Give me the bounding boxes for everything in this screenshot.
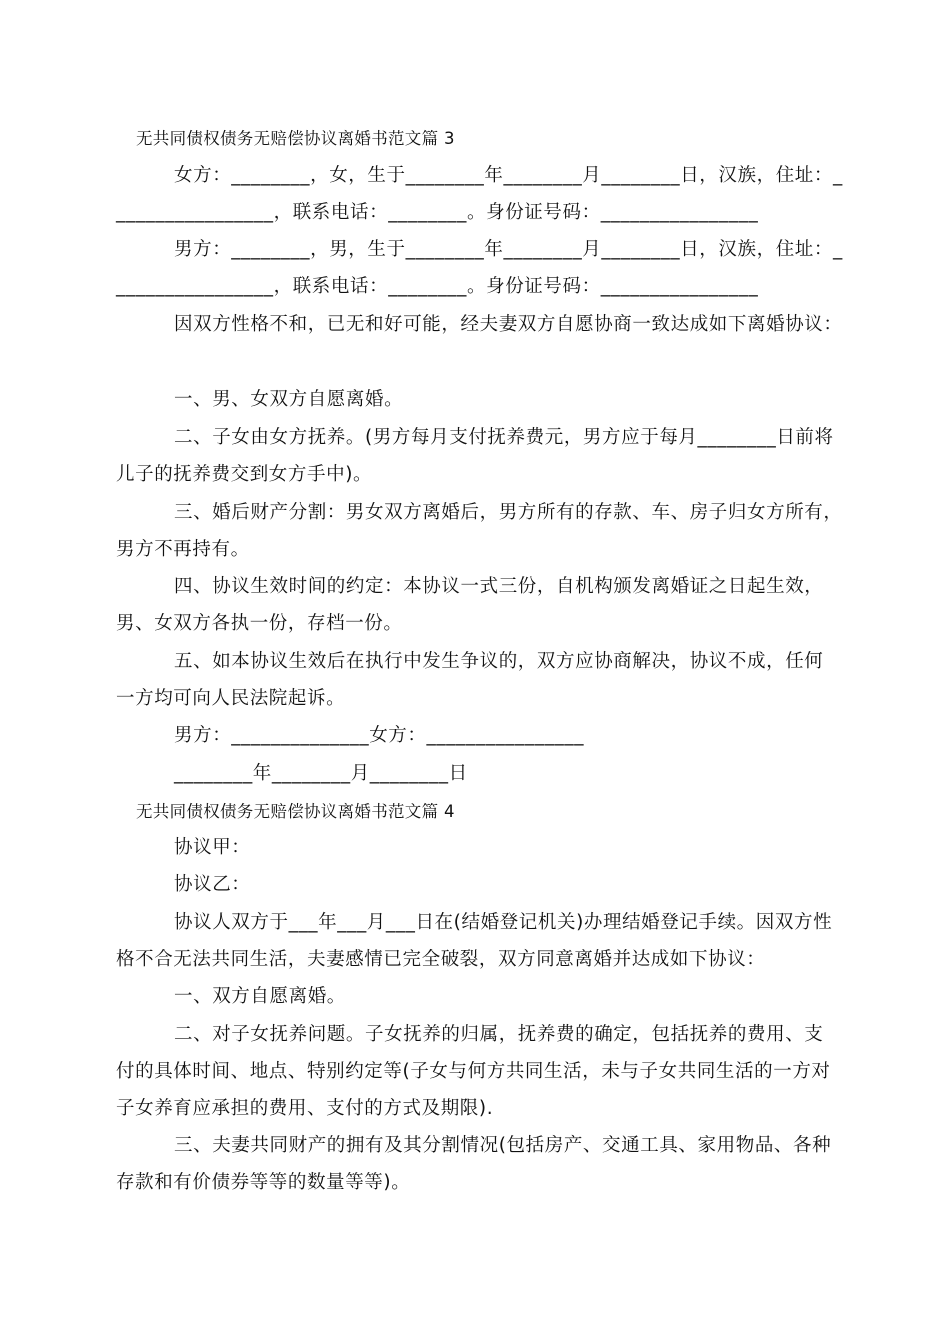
section-4-title: 无共同债权债务无赔偿协议离婚书范文篇 4 (136, 802, 455, 821)
party-a-label: 协议甲： (174, 837, 251, 858)
section-3-title: 无共同债权债务无赔偿协议离婚书范文篇 3 (136, 129, 455, 148)
agreement-intro: 因双方性格不和，已无和好可能，经夫妻双方自愿协商一致达成如下离婚协议： (174, 314, 843, 335)
clause-3-line-2: 男方不再持有。 (116, 539, 250, 560)
clause-4-line-1: 四、协议生效时间的约定：本协议一式三份，自机构颁发离婚证之日起生效， (174, 576, 824, 597)
date-line: ________年________月________日 (174, 763, 468, 784)
woman-info-line-2: ________________，联系电话：________。身份证号码：________________ (116, 202, 759, 223)
man-info-line-2: ________________，联系电话：________。身份证号码：________________ (116, 276, 759, 297)
s4-clause-3-line-1: 三、夫妻共同财产的拥有及其分割情况(包括房产、交通工具、家用物品、各种 (174, 1135, 832, 1156)
man-info-line-1: 男方：________，男，生于________年________月________日，汉族，住址：_ (174, 239, 843, 260)
clause-2-line-2: 儿子的抚养费交到女方手中)。 (116, 464, 373, 485)
clause-5-line-1: 五、如本协议生效后在执行中发生争议的，双方应协商解决，协议不成，任何 (174, 651, 824, 672)
clause-1: 一、男、女双方自愿离婚。 (174, 389, 404, 410)
s4-clause-2-line-1: 二、对子女抚养问题。子女抚养的归属，抚养费的确定，包括抚养的费用、支 (174, 1024, 824, 1045)
clause-4-line-2: 男、女双方各执一份，存档一份。 (116, 613, 403, 634)
signature-line: 男方：______________女方：________________ (174, 725, 585, 746)
s4-intro-line-2: 格不合无法共同生活，夫妻感情已完全破裂，双方同意离婚并达成如下协议： (116, 949, 766, 970)
clause-5-line-2: 一方均可向人民法院起诉。 (116, 688, 346, 709)
s4-clause-2-line-3: 子女养育应承担的费用、支付的方式及期限). (116, 1098, 494, 1119)
woman-info-line-1: 女方：________，女，生于________年________月________日，汉族，住址：_ (174, 165, 843, 186)
clause-2-line-1: 二、子女由女方抚养。(男方每月支付抚养费元，男方应于每月________日前将 (174, 427, 834, 448)
s4-intro-line-1: 协议人双方于___年___月___日在(结婚登记机关)办理结婚登记手续。因双方性 (174, 912, 833, 933)
party-b-label: 协议乙： (174, 874, 251, 895)
clause-3-line-1: 三、婚后财产分割：男女双方离婚后，男方所有的存款、车、房子归女方所有， (174, 502, 843, 523)
s4-clause-1: 一、双方自愿离婚。 (174, 986, 346, 1007)
s4-clause-2-line-2: 付的具体时间、地点、特别约定等(子女与何方共同生活，未与子女共同生活的一方对 (116, 1061, 831, 1082)
s4-clause-3-line-2: 存款和有价债券等等的数量等等)。 (116, 1172, 411, 1193)
